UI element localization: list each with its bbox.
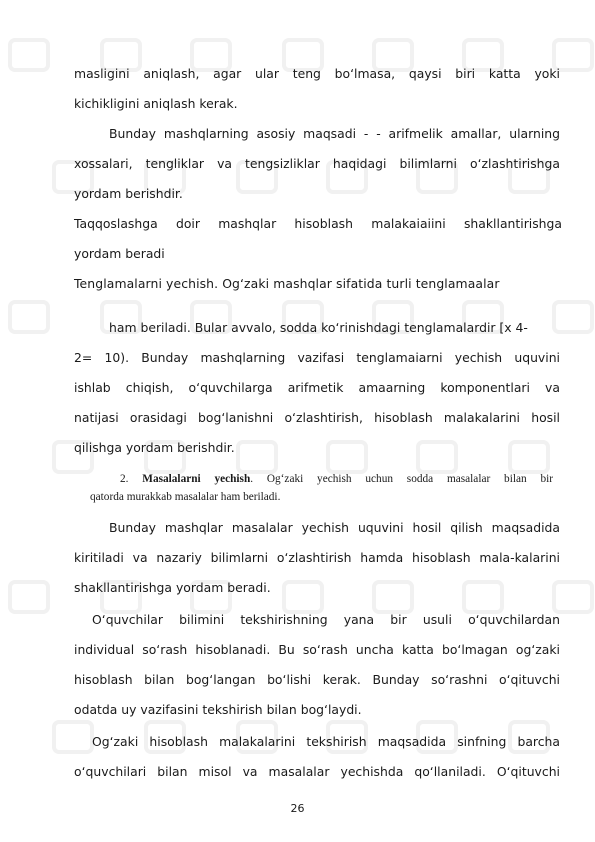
page-number: 26 [290,802,305,815]
text-line: shakllantirishga yordam beradi. [74,580,271,595]
masalalar-bold-term: Masalalarni yechish [142,473,251,485]
text-line: kichikligini aniqlash kerak. [74,96,238,111]
text-line: Bunday mashqlar masalalar yechish uquvini hosil qilish maqsadida [109,520,560,535]
text-line: Og‘zaki hisoblash malakalarini tekshirish maqsadida sinfning barcha [92,734,560,749]
text-line: Taqqoslashga doir mashqlar hisoblash malakaiaiini shakllantirishga [74,216,562,231]
tenglamalar-heading: Tenglamalarni yechish. Og‘zaki mashqlar sifatida turli tenglamaalar [74,276,500,291]
text-line: xossalari, tengliklar va tengsizliklar haqidagi bilimlarni o‘zlashtirishga [74,156,560,171]
text-line: odatda uy vazifasini tekshirish bilan bog‘laydi. [74,702,362,717]
text-line: yordam berishdir. [74,186,183,201]
section-heading-line [74,276,560,291]
text-line: qatorda murakkab masalalar ham beriladi. [90,491,281,503]
text-line: qilishga yordam berishdir. [74,440,235,455]
text-line: masligini aniqlash, agar ular teng bo‘lmasa, qaysi biri katta yoki [74,66,560,81]
text-line: kiritiladi va nazariy bilimlarni o‘zlashtirish hamda hisoblash mala-kalarini [74,550,560,565]
text-line: 2= 10). Bunday mashqlarning vazifasi tenglamaiarni yechish uquvini [74,350,560,365]
text-line: hisoblash bilan bog‘langan bo‘lishi kerak. Bunday so‘rashni o‘qituvchi [74,672,560,687]
text-line: Bunday mashqlarning asosiy maqsadi - - arifmelik amallar, ularning [109,126,560,141]
text-line: O‘quvchilar bilimini tekshirishning yana bir usuli o‘quvchilardan [92,612,560,627]
text-line: yordam beradi [74,246,165,261]
text-line: o‘quvchilari bilan misol va masalalar yechishda qo‘llaniladi. O‘qituvchi [74,764,560,779]
text-line: ishlab chiqish, o‘quvchilarga arifmetik amaarning komponentlari va [74,380,560,395]
text-line: ham beriladi. Bular avvalo, sodda ko‘rinishdagi tenglamalardir [x 4- [109,320,528,335]
text-line: natijasi orasidagi bog‘lanishni o‘zlashtirish, hisoblash malakalarini hosil [74,410,560,425]
masalalar-heading-line: 2. Masalalarni yechish. Og‘zaki yechish uchun sodda masalalar bilan bir [120,473,553,485]
text-line: individual so‘rash hisoblanadi. Bu so‘rash uncha katta bo‘lmagan og‘zaki [74,642,560,657]
